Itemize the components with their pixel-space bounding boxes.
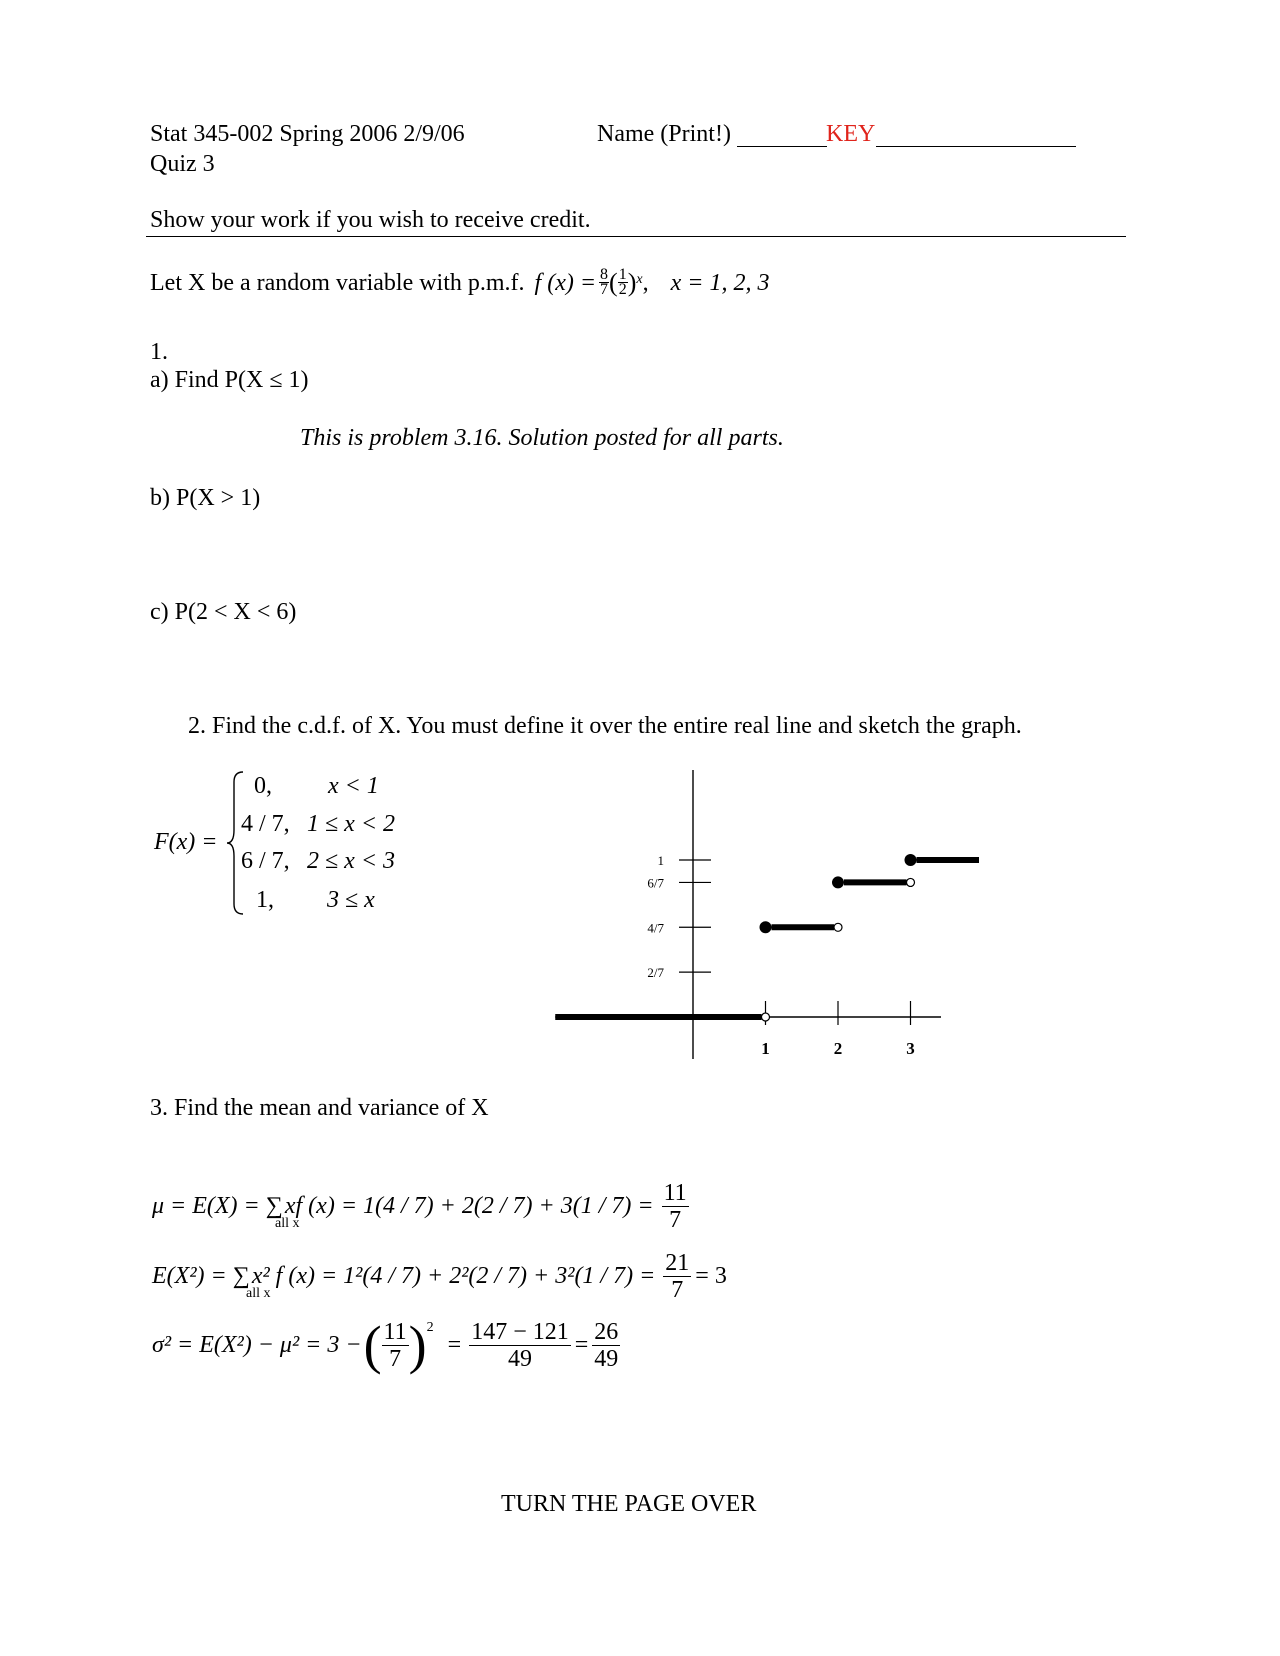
variance-fraction-2: $\frac{26}{49}$ [594, 1318, 619, 1372]
pmf-comma: , [642, 269, 649, 296]
variance-fraction-1: $\frac{147 - 121}{49}$ [471, 1318, 569, 1372]
open-endpoint [907, 878, 915, 886]
pmf-fx: f (x) = [534, 269, 597, 296]
name-underline-left [737, 146, 827, 147]
x-tick-label: 2 [833, 1039, 843, 1058]
mean-sum-subscript: all x [275, 1216, 300, 1231]
cdf-case-2-condition: 2 ≤ x < 3 [307, 848, 396, 874]
open-endpoint [834, 923, 842, 931]
pmf-close-paren: ) [627, 267, 637, 297]
q3-prompt: 3. Find the mean and variance of X [150, 1095, 489, 1121]
pmf-frac-1-2: $\frac{1}{2}$ [618, 266, 627, 298]
cdf-case-3-value: 1, [256, 887, 274, 913]
ex2-lhs: E(X²) = ∑ [152, 1263, 250, 1289]
pmf-exponent: x [636, 272, 643, 287]
mean-equation [152, 1180, 689, 1233]
variance-eq1: = [447, 1331, 462, 1358]
variance-equation [152, 1315, 620, 1375]
pmf-frac-8-7: $\frac{8}{7}$ [600, 266, 609, 298]
pmf-statement [150, 268, 769, 297]
pmf-lead: Let X be a random variable with p.m.f. [150, 269, 525, 296]
y-tick-label: 6/7 [647, 875, 664, 891]
cdf-case-1-value: 4 / 7, [241, 811, 290, 837]
ex2-equation [152, 1250, 727, 1303]
q1-part-a: a) Find P(X ≤ 1) [150, 367, 309, 393]
ex2-rhs: x² f (x) = 1²(4 / 7) + 2²(2 / 7) + 3²(1 / 7) = [251, 1263, 656, 1289]
variance-exponent: 2 [426, 1320, 434, 1335]
mean-fraction: $\frac{11}{7}$ [663, 1180, 687, 1233]
q1-part-c: c) P(2 < X < 6) [150, 599, 297, 625]
cdf-graph [540, 770, 1000, 1070]
cdf-brace [226, 770, 246, 916]
variance-eq2: = [574, 1331, 589, 1358]
q1-number: 1. [150, 339, 168, 365]
y-tick-label: 4/7 [647, 920, 664, 936]
variance-paren-fraction: $\frac{11}{7}$ [383, 1318, 407, 1372]
closed-endpoint [760, 921, 772, 933]
instructions: Show your work if you wish to receive credit. [150, 207, 591, 233]
x-tick-label: 3 [906, 1039, 915, 1058]
cdf-case-1-condition: 1 ≤ x < 2 [307, 811, 396, 837]
cdf-case-2-value: 6 / 7, [241, 848, 290, 874]
divider [146, 236, 1126, 237]
q1-part-b: b) P(X > 1) [150, 485, 261, 511]
closed-endpoint [832, 876, 844, 888]
cdf-case-3-condition: 3 ≤ x [327, 887, 375, 913]
cdf-case-0-value: 0, [254, 773, 272, 799]
variance-paren-open: ( [363, 1315, 382, 1375]
y-tick-label: 1 [657, 853, 664, 868]
name-underline-right [876, 146, 1076, 147]
closed-endpoint [905, 854, 917, 866]
course-title: Stat 345-002 Spring 2006 2/9/06 [150, 121, 465, 147]
cdf-label: F(x) = [154, 829, 218, 855]
ex2-sum-subscript: all x [246, 1286, 271, 1301]
ex2-fraction: $\frac{21}{7}$ [665, 1250, 690, 1303]
quiz-title: Quiz 3 [150, 151, 215, 177]
name-value: KEY [826, 121, 876, 147]
y-tick-label: 2/7 [647, 965, 664, 981]
mean-lhs: μ = E(X) = ∑ [152, 1193, 283, 1219]
variance-lhs: σ² = E(X²) − μ² = 3 − [152, 1331, 362, 1358]
x-tick-label: 1 [761, 1039, 770, 1058]
name-label: Name (Print!) [597, 121, 731, 147]
pmf-support: x = 1, 2, 3 [670, 269, 770, 296]
ex2-result: = 3 [695, 1263, 727, 1289]
variance-paren-close: ) [408, 1315, 427, 1375]
q2-prompt: 2. Find the c.d.f. of X. You must define it over the entire real line and sketch the graph. [188, 713, 1022, 739]
pmf-open-paren: ( [609, 267, 618, 297]
cdf-case-0-condition: x < 1 [328, 773, 379, 799]
q1-solution-note: This is problem 3.16. Solution posted for all parts. [300, 425, 784, 451]
open-endpoint [762, 1013, 770, 1021]
mean-rhs: xf (x) = 1(4 / 7) + 2(2 / 7) + 3(1 / 7) = [284, 1193, 654, 1219]
turn-page-footer: TURN THE PAGE OVER [501, 1491, 757, 1517]
